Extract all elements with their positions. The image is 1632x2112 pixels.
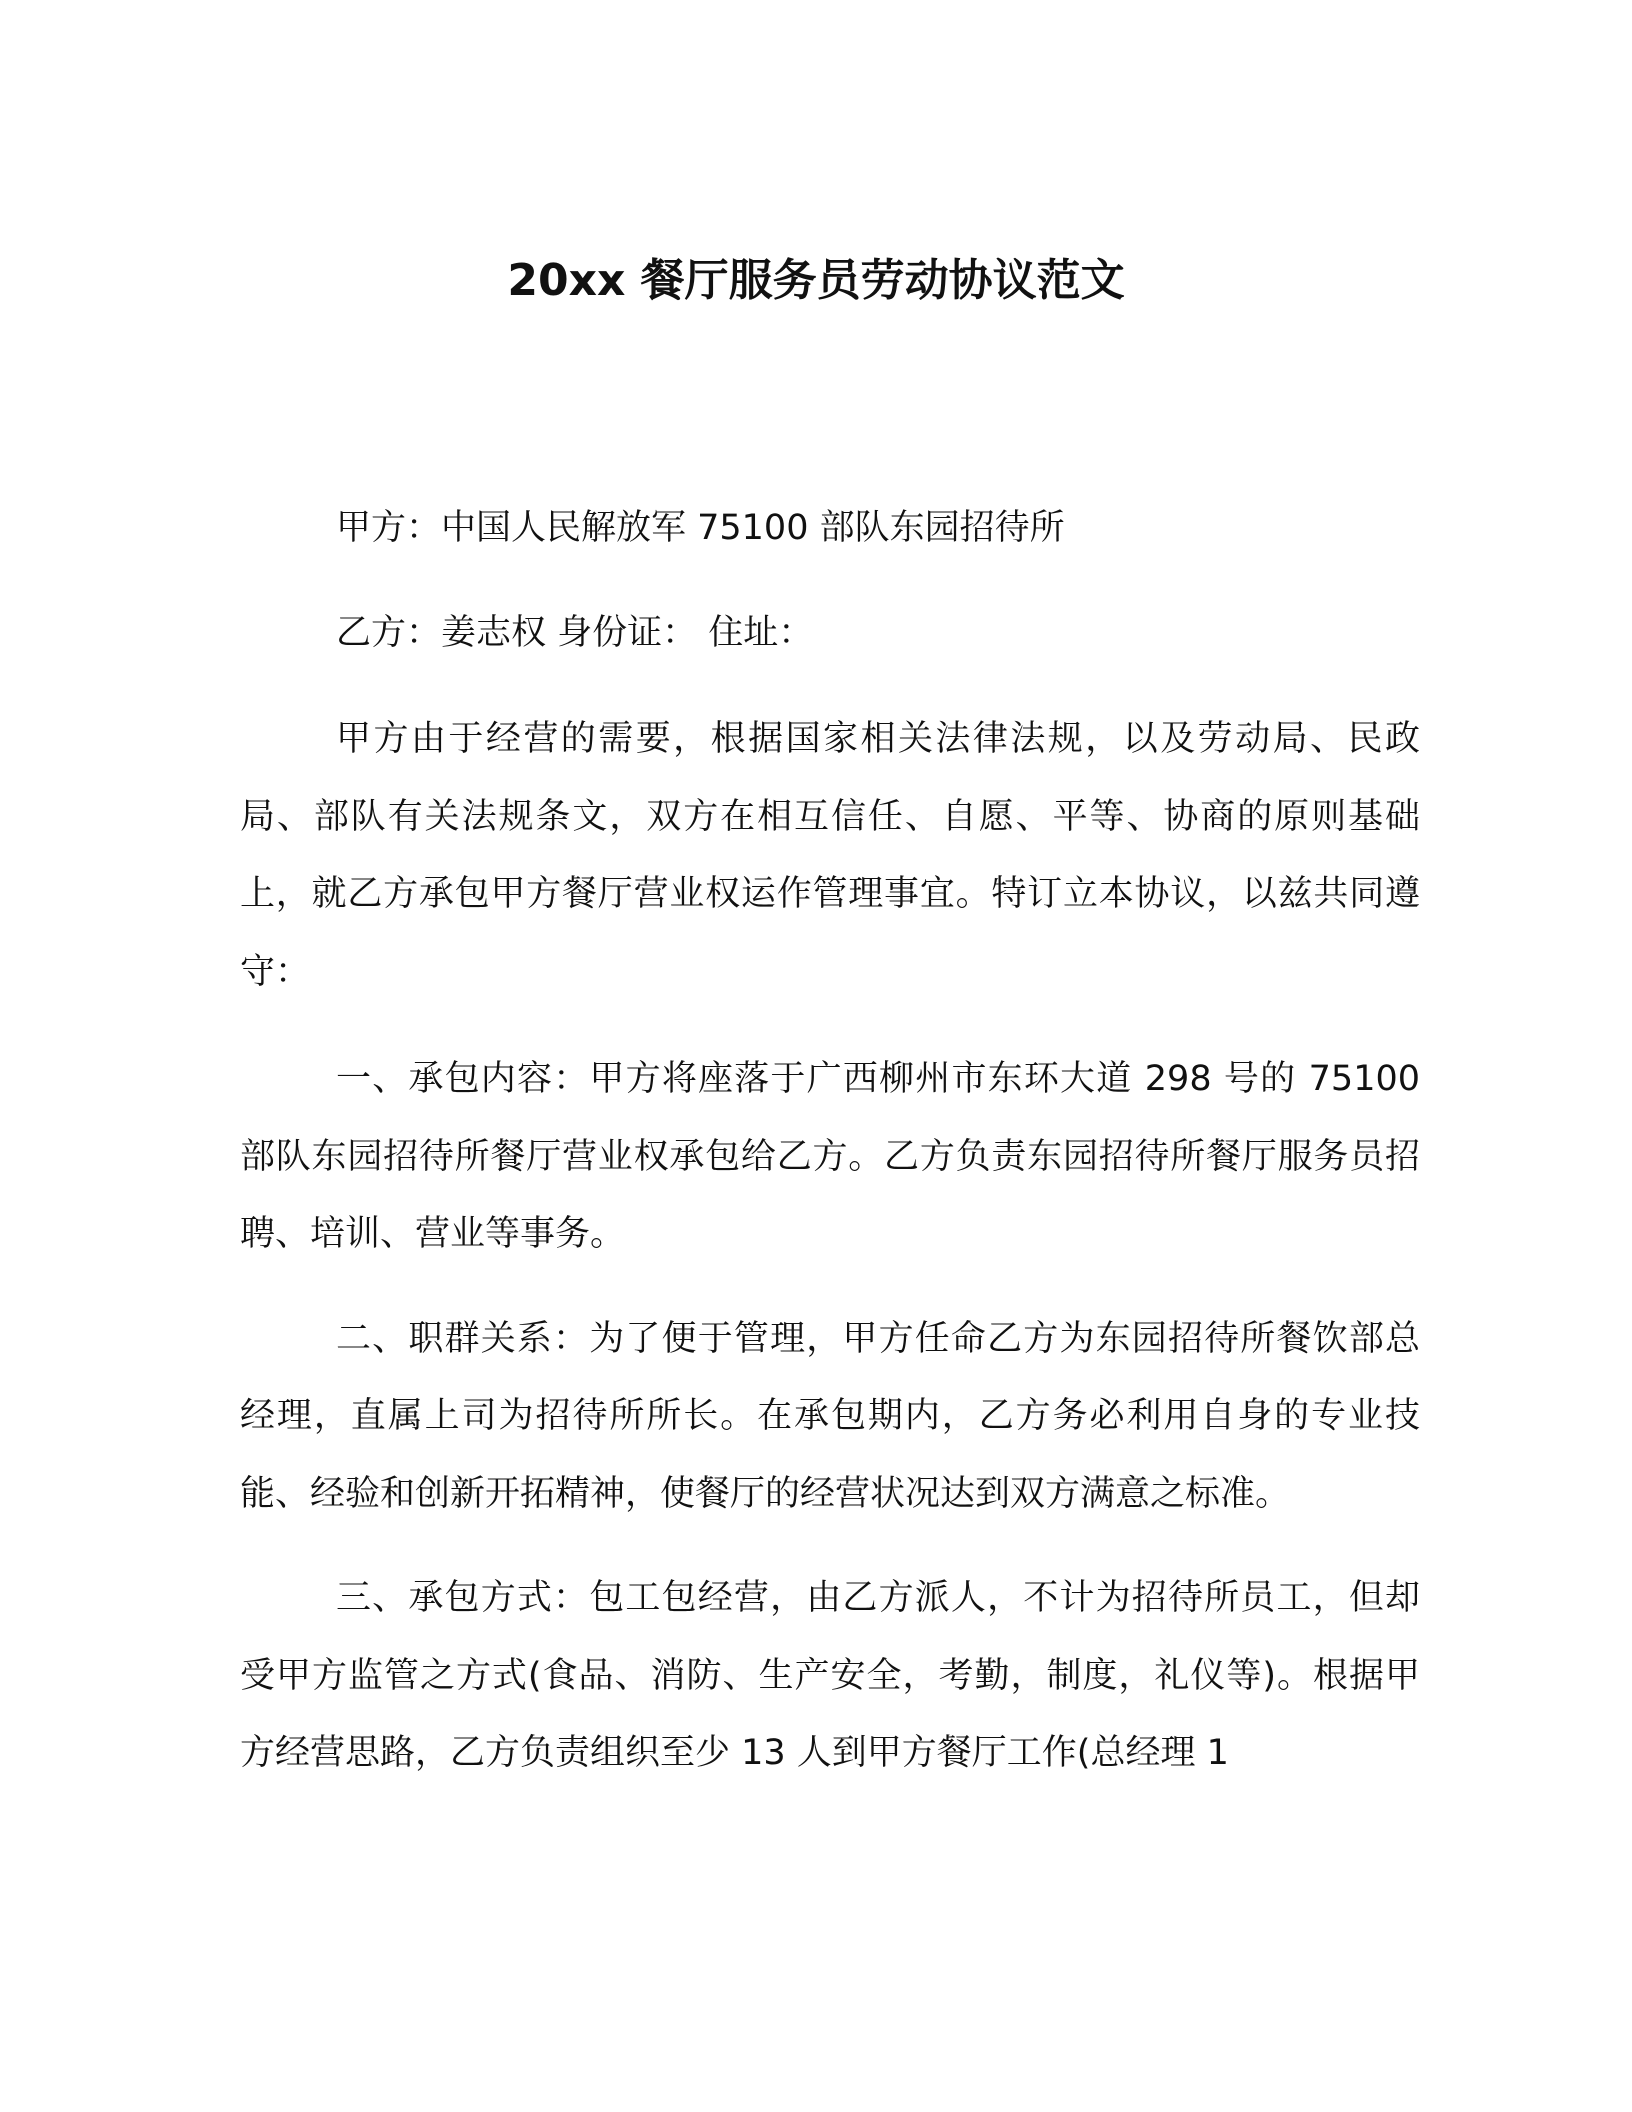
party-b-line: 乙方：姜志权 身份证： 住址： — [336, 612, 814, 653]
clause-1-paragraph: 一、承包内容：甲方将座落于广西柳州市东环大道 298 号的 75100 部队东园招待所餐厅营业权承包给乙方。乙方负责东园招待所餐厅服务员招聘、培训、营业等事务。 — [240, 1059, 1420, 1254]
document-body — [240, 490, 1420, 1793]
party-a-line: 甲方：中国人民解放军 75100 部队东园招待所 — [336, 508, 1065, 548]
clause-2-paragraph: 二、职群关系：为了便于管理，甲方任命乙方为东园招待所餐饮部总经理，直属上司为招待所所长。在承包期内，乙方务必利用自身的专业技能、经验和创新开拓精神，使餐厅的经营状况达到双方满意之标准。 — [240, 1318, 1420, 1514]
clause-3-paragraph: 三、承包方式：包工包经营，由乙方派人，不计为招待所员工，但却受甲方监管之方式(食品、消防、生产安全，考勤，制度，礼仪等)。根据甲方经营思路，乙方负责组织至少 13 人到甲方餐厅工作(总经理 1 — [240, 1578, 1420, 1773]
document-title: 20xx 餐厅服务员劳动协议范文 — [507, 255, 1125, 307]
preamble-paragraph: 甲方由于经营的需要，根据国家相关法律法规，以及劳动局、民政局、部队有关法规条文，双方在相互信任、自愿、平等、协商的原则基础上，就乙方承包甲方餐厅营业权运作管理事宜。特订立本协议，以兹共同遵守： — [240, 719, 1420, 992]
